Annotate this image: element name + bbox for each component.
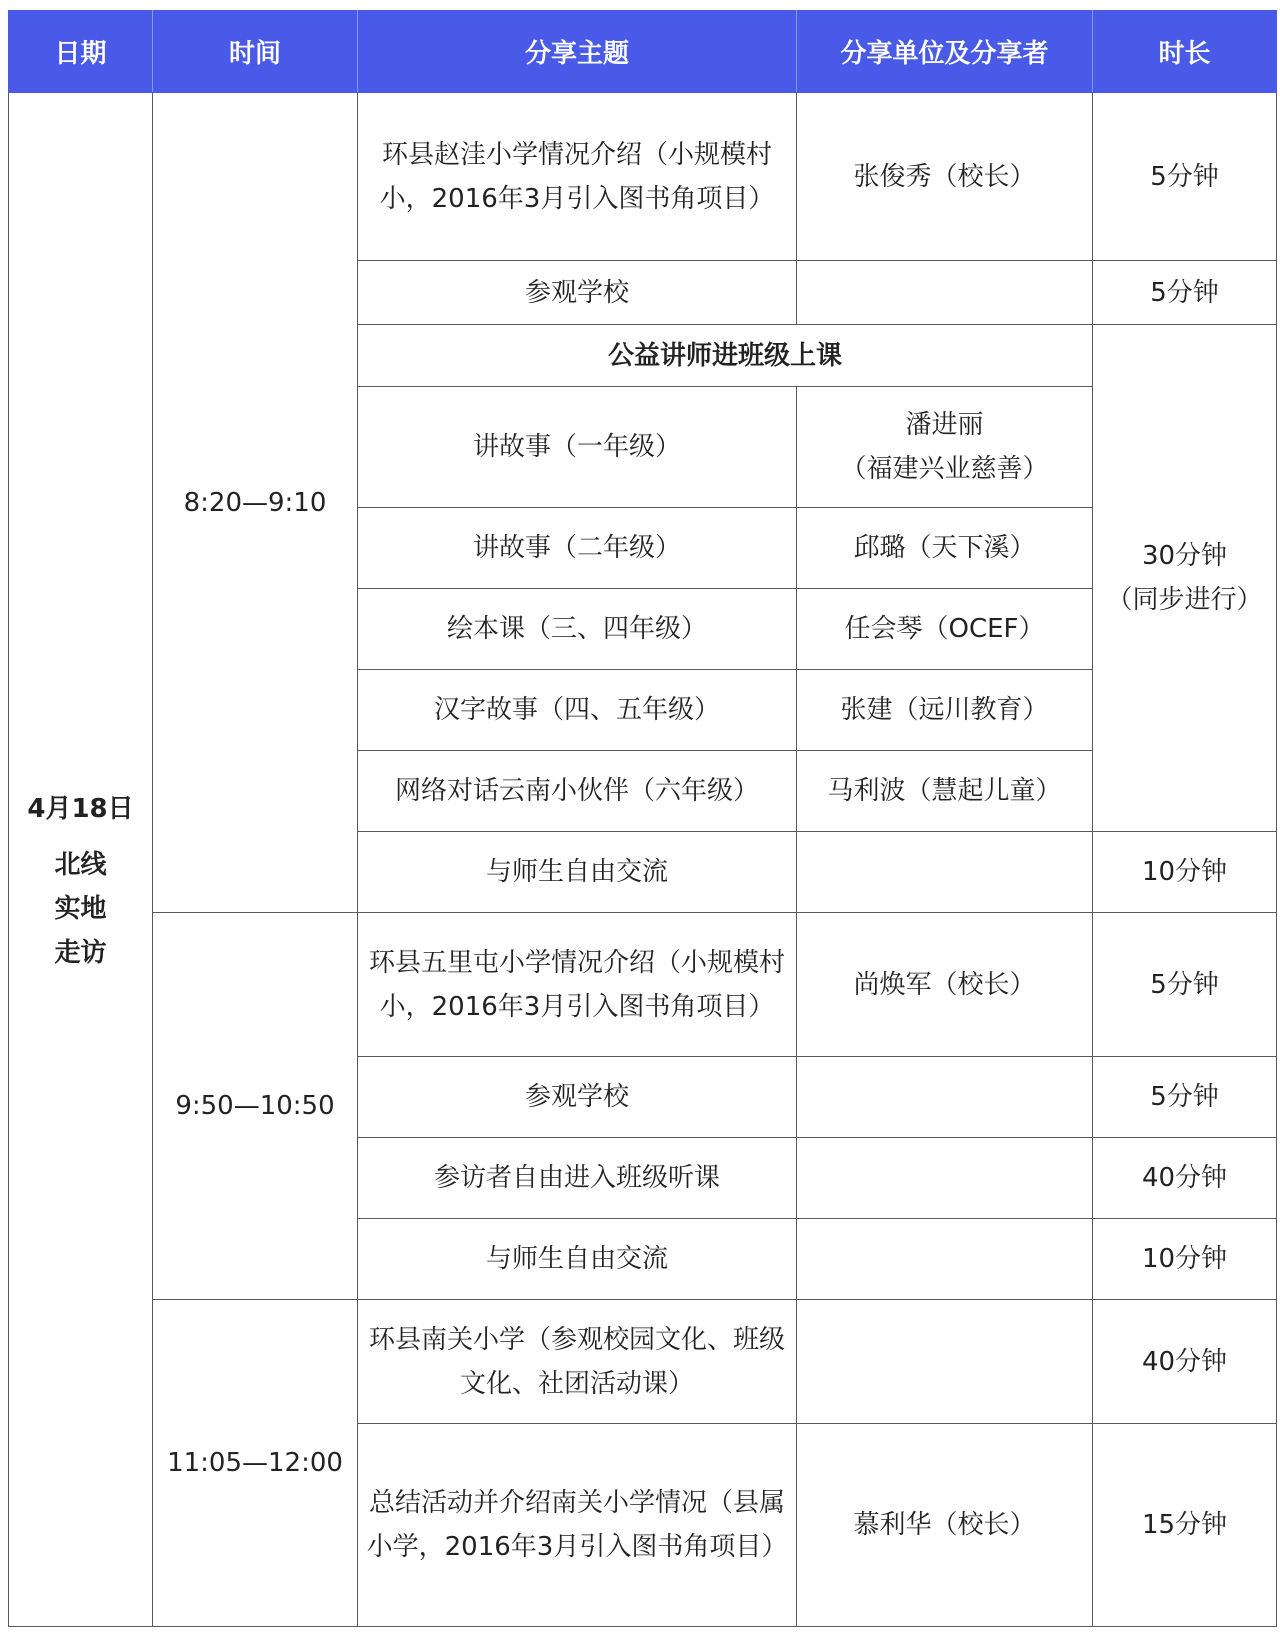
- section-heading-cell: 公益讲师进班级上课: [358, 325, 1093, 387]
- table-header-row: [9, 11, 1277, 93]
- session-time: 8:20—9:10: [153, 93, 358, 913]
- topic-cell: 参观学校: [358, 261, 797, 325]
- shared-duration-cell: [1093, 325, 1277, 832]
- topic-cell: 参观学校: [358, 1057, 797, 1138]
- speaker-cell: [797, 1300, 1093, 1424]
- header-date: 日期: [9, 11, 153, 93]
- duration-cell: 10分钟: [1093, 832, 1277, 913]
- topic-cell: 环县南关小学（参观校园文化、班级文化、社团活动课）: [358, 1300, 797, 1424]
- session-time: 11:05—12:00: [153, 1300, 358, 1627]
- topic-cell: 与师生自由交流: [358, 1219, 797, 1300]
- route-label-3: 走访: [54, 937, 107, 968]
- speaker-cell: 张建（远川教育）: [797, 670, 1093, 751]
- duration-cell: 5分钟: [1093, 93, 1277, 261]
- session-time: 9:50—10:50: [153, 913, 358, 1300]
- schedule-document: [8, 10, 1276, 1627]
- header-duration: 时长: [1093, 11, 1277, 93]
- topic-cell: 环县赵洼小学情况介绍（小规模村小，2016年3月引入图书角项目）: [358, 93, 797, 261]
- duration-note: （同步进行）: [1106, 585, 1263, 615]
- topic-cell: 与师生自由交流: [358, 832, 797, 913]
- table-row: [9, 1300, 1277, 1424]
- duration-cell: 40分钟: [1093, 1300, 1277, 1424]
- speaker-cell: [797, 1057, 1093, 1138]
- schedule-table: [8, 10, 1277, 1627]
- speaker-cell: 慕利华（校长）: [797, 1424, 1093, 1627]
- topic-cell: 绘本课（三、四年级）: [358, 589, 797, 670]
- duration-value: 30分钟: [1141, 541, 1228, 571]
- table-row: [9, 93, 1277, 261]
- header-topic: 分享主题: [358, 11, 797, 93]
- route-label-1: 北线: [54, 849, 107, 880]
- speaker-cell: 马利波（慧起儿童）: [797, 751, 1093, 832]
- route-label-2: 实地: [54, 893, 107, 924]
- topic-cell: 总结活动并介绍南关小学情况（县属小学，2016年3月引入图书角项目）: [358, 1424, 797, 1627]
- duration-cell: 15分钟: [1093, 1424, 1277, 1627]
- speaker-cell: [797, 1138, 1093, 1219]
- speaker-cell: 张俊秀（校长）: [797, 93, 1093, 261]
- speaker-org: （福建兴业慈善）: [840, 454, 1049, 484]
- topic-cell: 讲故事（二年级）: [358, 508, 797, 589]
- header-speaker: 分享单位及分享者: [797, 11, 1093, 93]
- duration-cell: 5分钟: [1093, 913, 1277, 1057]
- date-label: 4月18日: [27, 793, 134, 824]
- duration-cell: 40分钟: [1093, 1138, 1277, 1219]
- date-cell: [9, 93, 153, 1627]
- speaker-cell: [797, 832, 1093, 913]
- topic-cell: 讲故事（一年级）: [358, 387, 797, 508]
- speaker-cell: 尚焕军（校长）: [797, 913, 1093, 1057]
- speaker-cell: [797, 1219, 1093, 1300]
- speaker-cell: 任会琴（OCEF）: [797, 589, 1093, 670]
- duration-cell: 5分钟: [1093, 261, 1277, 325]
- speaker-name: 潘进丽: [905, 410, 984, 440]
- speaker-cell: [797, 261, 1093, 325]
- topic-cell: 网络对话云南小伙伴（六年级）: [358, 751, 797, 832]
- header-time: 时间: [153, 11, 358, 93]
- table-row: [9, 913, 1277, 1057]
- topic-cell: 环县五里屯小学情况介绍（小规模村小，2016年3月引入图书角项目）: [358, 913, 797, 1057]
- duration-cell: 10分钟: [1093, 1219, 1277, 1300]
- speaker-cell: [797, 387, 1093, 508]
- topic-cell: 汉字故事（四、五年级）: [358, 670, 797, 751]
- duration-cell: 5分钟: [1093, 1057, 1277, 1138]
- speaker-cell: 邱璐（天下溪）: [797, 508, 1093, 589]
- topic-cell: 参访者自由进入班级听课: [358, 1138, 797, 1219]
